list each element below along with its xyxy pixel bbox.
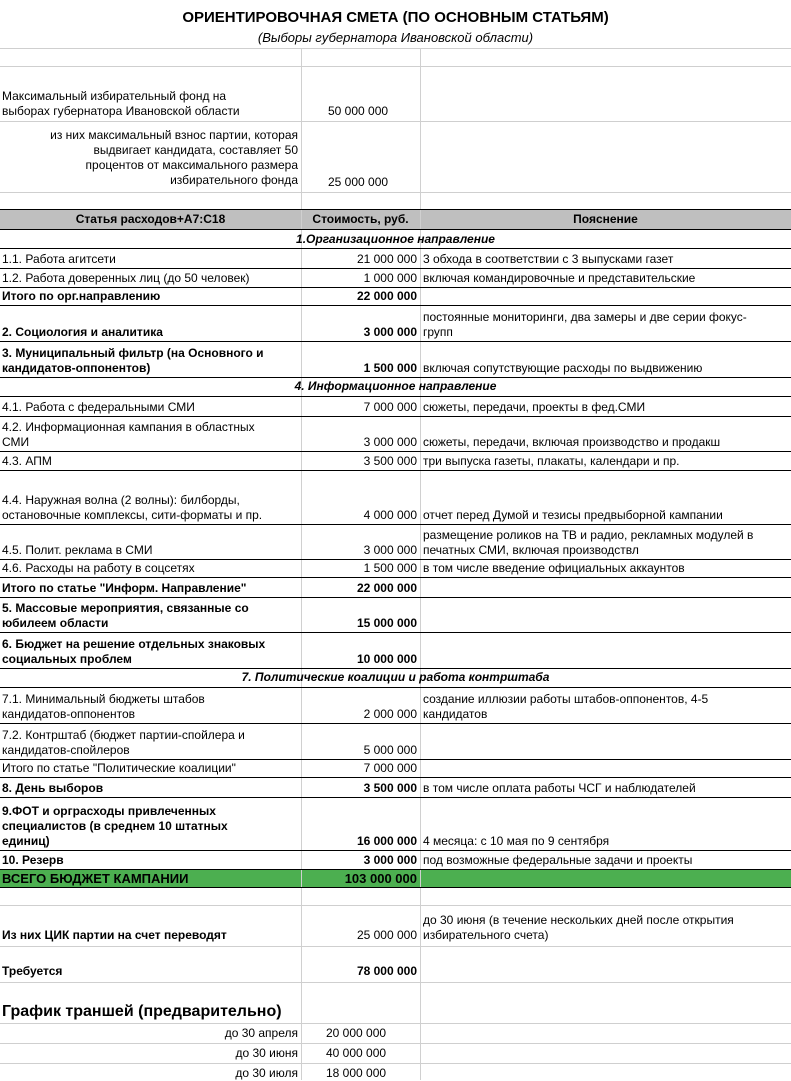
expense-item-label: 3. Муниципальный фильтр (на Основного и кандидатов-оппонентов) (2, 346, 264, 375)
tranche-value: 20 000 000 (326, 1026, 387, 1040)
expense-cost-value: 3 500 000 (363, 781, 417, 795)
row-divider (0, 887, 791, 888)
section-header: 1.Организационное направление (296, 231, 495, 246)
expense-item (2, 471, 299, 523)
expense-cost (301, 760, 417, 776)
cik-note: до 30 июня (в течение нескольких дней после открытия избирательного счета) (423, 913, 734, 942)
expense-note-text: три выпуска газеты, плакаты, календари и пр. (423, 454, 680, 468)
expense-cost (301, 598, 417, 631)
expense-cost-value: 3 000 000 (363, 543, 417, 557)
expense-item-label: 2. Социология и аналитика (2, 325, 163, 339)
expense-item (2, 688, 299, 722)
expense-cost-value: 16 000 000 (356, 834, 417, 848)
expense-cost-value: 7 000 000 (363, 761, 417, 775)
expense-item-label: 1.2. Работа доверенных лиц (до 50 человек) (2, 271, 250, 285)
expense-cost (301, 798, 417, 849)
expense-cost-value: 3 000 000 (363, 435, 417, 449)
expense-item (2, 452, 299, 469)
expense-cost (301, 288, 417, 304)
tranche-label: до 30 апреля (224, 1026, 298, 1040)
tranche-label: до 30 июля (235, 1066, 298, 1080)
expense-item-label: 7.2. Контрштаб (бюджет партии-спойлера и кандидатов-спойлеров (2, 728, 245, 757)
expense-item (2, 397, 299, 415)
expense-note (423, 471, 789, 523)
expense-note (423, 249, 789, 267)
expense-cost (301, 724, 417, 758)
expense-cost (301, 306, 417, 340)
expense-cost (301, 269, 417, 286)
expense-note (423, 452, 789, 469)
expense-item (2, 598, 299, 631)
expense-cost (301, 397, 417, 415)
expense-item (2, 342, 299, 376)
expense-note (423, 688, 789, 722)
expense-note-text: 3 обхода в соответствии с 3 выпусками газет (423, 252, 674, 266)
party-contribution-value: 25 000 000 (328, 175, 389, 189)
expense-cost-value: 3 500 000 (363, 454, 417, 468)
tranche-value: 18 000 000 (326, 1066, 387, 1080)
expense-cost-value: 1 500 000 (363, 561, 417, 575)
expense-item (2, 269, 299, 286)
expense-item-label: 7.1. Минимальный бюджеты штабов кандидатов-оппонентов (2, 692, 205, 721)
expense-cost (301, 633, 417, 667)
required-value: 78 000 000 (356, 964, 417, 978)
header-note: Пояснение (573, 212, 638, 226)
expense-note-text: постоянные мониторинги, два замеры и две серии фокус- групп (423, 310, 747, 339)
party-contribution-label: из них максимальный взнос партии, которая выдвигает кандидата, составляет 50 процентов от максимального размера избирательного фонда (50, 128, 298, 187)
expense-cost (301, 851, 417, 868)
expense-note (423, 778, 789, 796)
cik-value: 25 000 000 (356, 928, 417, 942)
expense-item-label: 6. Бюджет на решение отдельных знаковых социальных проблем (2, 637, 266, 666)
expense-cost-value: 21 000 000 (356, 252, 417, 266)
expense-cost-value: 3 000 000 (363, 325, 417, 339)
expense-cost-value: 22 000 000 (356, 289, 417, 303)
expense-item-label: 4.4. Наружная волна (2 волны): билборды, остановочные комплексы, сити-форматы и пр. (2, 493, 263, 522)
expense-item-label: 4.1. Работа с федеральными СМИ (2, 400, 195, 414)
page-title: ОРИЕНТИРОВОЧНАЯ СМЕТА (ПО ОСНОВНЫМ СТАТЬЯМ) (182, 10, 609, 25)
expense-item (2, 288, 299, 304)
expense-item-label: Итого по орг.направлению (2, 289, 161, 303)
expense-item (2, 760, 299, 776)
expense-cost-value: 3 000 000 (363, 853, 417, 867)
expense-note (423, 560, 789, 576)
expense-item (2, 525, 299, 558)
tranche-value: 40 000 000 (326, 1046, 387, 1060)
total-label (2, 870, 299, 886)
required-label: Требуется (2, 964, 63, 978)
expense-note-text: под возможные федеральные задачи и проекты (423, 853, 693, 867)
expense-note (423, 525, 789, 558)
section-header: 4. Информационное направление (294, 379, 497, 393)
expense-item-label: 1.1. Работа агитсети (2, 252, 116, 266)
fund-label: Максимальный избирательный фонд на выборах губернатора Ивановской области (2, 89, 240, 118)
expense-cost (301, 778, 417, 796)
header-item: Статья расходов+A7:C18 (75, 212, 226, 226)
expense-note-text: 4 месяца: с 10 мая по 9 сентября (423, 834, 610, 848)
tranches-title: График траншей (предварительно) (2, 1003, 282, 1020)
expense-item (2, 306, 299, 340)
expense-item (2, 851, 299, 868)
expense-note (423, 269, 789, 286)
expense-note (423, 397, 789, 415)
expense-cost (301, 578, 417, 596)
section-header: 7. Политические коалиции и работа контрштаба (241, 670, 550, 684)
expense-item-label: 10. Резерв (2, 853, 64, 867)
expense-item (2, 249, 299, 267)
fund-value: 50 000 000 (328, 104, 389, 118)
expense-item (2, 633, 299, 667)
expense-cost (301, 342, 417, 376)
expense-item-label: 4.6. Расходы на работу в соцсетях (2, 561, 195, 575)
header-cost: Стоимость, руб. (312, 212, 409, 226)
expense-note-text: включая командировочные и представительские (423, 271, 696, 285)
expense-cost-value: 7 000 000 (363, 400, 417, 414)
page-subtitle: (Выборы губернатора Ивановской области) (257, 30, 534, 45)
expense-cost (301, 688, 417, 722)
expense-cost-value: 103 000 000 (344, 871, 417, 886)
expense-note-text: отчет перед Думой и тезисы предвыборной кампании (423, 508, 723, 522)
expense-cost-value: 1 000 000 (363, 271, 417, 285)
expense-cost (301, 471, 417, 523)
expense-item-label: Итого по статье "Информ. Направление" (2, 581, 247, 595)
expense-item-label: 8. День выборов (2, 781, 104, 795)
expense-note (423, 306, 789, 340)
expense-note-text: включая сопутствующие расходы по выдвижению (423, 361, 703, 375)
expense-note (423, 798, 789, 849)
expense-item (2, 417, 299, 450)
expense-item-label: Итого по статье "Политические коалиции" (2, 761, 236, 775)
expense-item-label: 5. Массовые мероприятия, связанные со юбилеем области (2, 601, 249, 630)
expense-note-text: в том числе введение официальных аккаунтов (423, 561, 685, 575)
expense-note-text: сюжеты, передачи, проекты в фед.СМИ (423, 400, 646, 414)
expense-cost (301, 417, 417, 450)
expense-cost-value: 1 500 000 (363, 361, 417, 375)
expense-cost (301, 525, 417, 558)
expense-note-text: размещение роликов на ТВ и радио, рекламных модулей в печатных СМИ, включая производствл (423, 528, 754, 557)
expense-cost-value: 22 000 000 (356, 581, 417, 595)
expense-item (2, 778, 299, 796)
tranche-label: до 30 июня (235, 1046, 298, 1060)
grid-line-col2 (420, 48, 421, 1080)
expense-cost-value: 2 000 000 (363, 707, 417, 721)
expense-item (2, 578, 299, 596)
expense-item (2, 724, 299, 758)
expense-note-text: в том числе оплата работы ЧСГ и наблюдателей (423, 781, 696, 795)
expense-item-label: ВСЕГО БЮДЖЕТ КАМПАНИИ (2, 871, 189, 886)
expense-note-text: создание иллюзии работы штабов-оппонентов, 4-5 кандидатов (423, 692, 709, 721)
expense-cost (301, 452, 417, 469)
expense-note (423, 417, 789, 450)
expense-cost (301, 560, 417, 576)
expense-item-label: 4.3. АПМ (2, 454, 52, 468)
expense-cost (301, 249, 417, 267)
expense-item-label: 9.ФОТ и орграсходы привлеченных специалистов (в среднем 10 штатных единиц) (2, 804, 228, 848)
expense-cost-value: 10 000 000 (356, 652, 417, 666)
expense-cost-value: 15 000 000 (356, 616, 417, 630)
cik-label: Из них ЦИК партии на счет переводят (2, 928, 227, 942)
expense-item (2, 560, 299, 576)
expense-cost-value: 5 000 000 (363, 743, 417, 757)
expense-item (2, 798, 299, 849)
total-cost (301, 870, 417, 886)
expense-cost-value: 4 000 000 (363, 508, 417, 522)
expense-note (423, 851, 789, 868)
expense-note (423, 342, 789, 376)
expense-item-label: 4.5. Полит. реклама в СМИ (2, 543, 153, 557)
expense-item-label: 4.2. Информационная кампания в областных СМИ (2, 420, 255, 449)
expense-note-text: сюжеты, передачи, включая производство и продакш (423, 435, 721, 449)
